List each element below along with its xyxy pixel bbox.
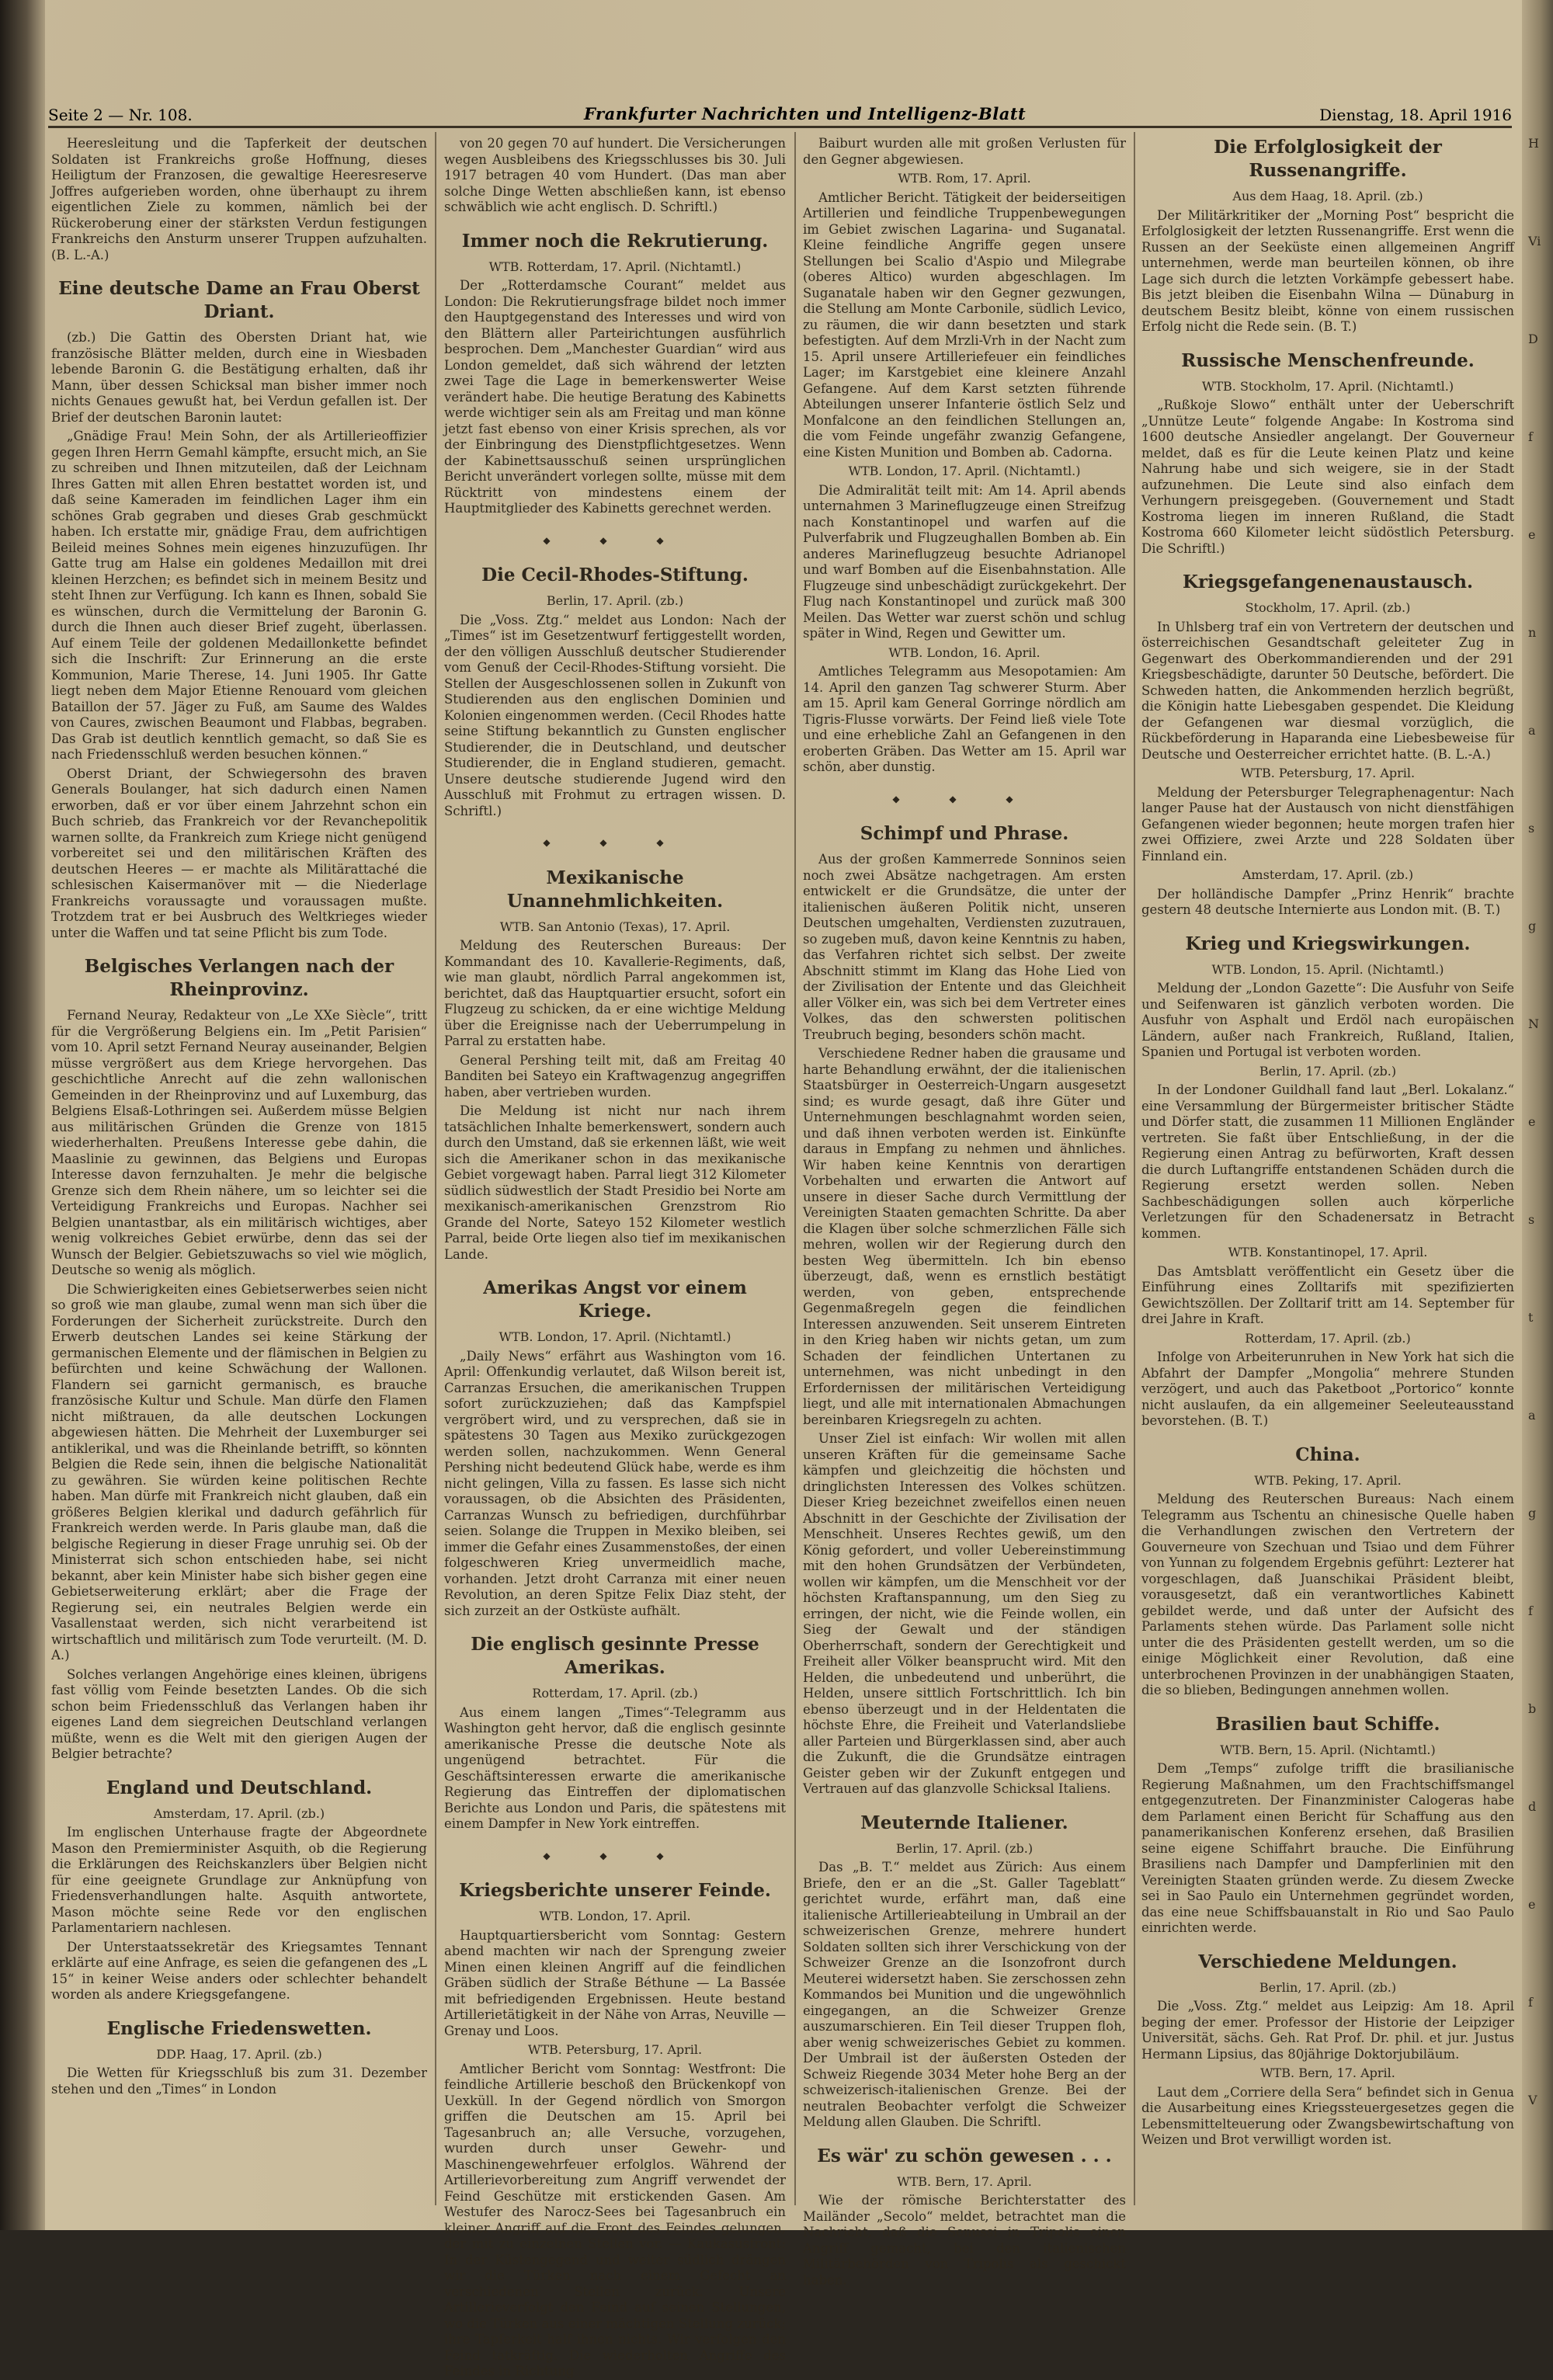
masthead [48, 101, 1512, 129]
headline: Kriegsberichte unserer Feinde. [459, 1880, 771, 1901]
dateline: WTB. Bern, 17. April. [1260, 2066, 1395, 2080]
edge-fragment: n [1528, 625, 1537, 640]
headline: England und Deutschland. [106, 1777, 373, 1798]
article-paragraph: Der Unterstaatssekretär des Kriegsamtes Tennant erklärte auf eine Anfrage, es seien die gefangenen des „L 15“ in keiner Weise anders oder schlechter behandelt worden als andere Kriegsgefangene. [51, 1939, 427, 2002]
headline: Kriegsgefangenenaustausch. [1182, 572, 1474, 592]
article-paragraph: „Daily News“ erfährt aus Washington vom 16. April: Offenkundig verlautet, daß Wilson bereit ist, Carranzas Ersuchen, die amerikanischen Truppen sofort zurückzuziehen; daß das Kampfspiel vergröbert wird, und zu versprechen, daß sie in spätestens 30 Tagen aus Mexiko zurückgezogen werden sollen, nachzukommen. Wenn General Pershing nicht bedeutend Glück habe, werde es ihm nicht gelingen, Villa zu fassen. Es lasse sich nicht voraussagen, ob die Absichten des Präsidenten, Carranzas Wunsch zu befriedigen, durchführbar seien. Solange die Truppen in Mexiko bleiben, sei immer die Gefahr eines Zusammenstoßes, der einen folgeschweren Krieg unvermeidlich mache, vorhanden. Jetzt droht Carranza mit einer neuen Revolution, an deren Spitze Felix Diaz steht, der sich zurzeit an der Ostküste aufhält. [444, 1348, 786, 1618]
dateline: Rotterdam, 17. April. (zb.) [532, 1686, 698, 1701]
article-paragraph: Laut dem „Corriere della Sera“ befindet sich in Genua die Ausarbeitung eines Kriegssteuergesetzes gegen die Lebensmittelteuerung oder Zwangsbewirtschaftung von Weizen und Brot verwilligt worden ist. [1141, 2084, 1514, 2147]
separator-stars: ◆ ◆ ◆ [543, 1850, 687, 1861]
edge-fragment: f [1528, 429, 1533, 444]
dateline: WTB. London, 15. April. (Nichtamtl.) [1211, 961, 1444, 977]
dateline: WTB. Konstantinopel, 17. April. [1228, 1245, 1428, 1259]
article-paragraph: Unser Ziel ist einfach: Wir wollen mit allen unseren Kräften für die gemeinsame Sache kämpfen und gleichzeitig die höchsten und dringlichsten Interessen des Volkes schützen. Dieser Krieg bezeichnet zweifellos einen neuen Abschnitt in der Geschichte der Zivilisation der Menschheit. Unseres Rechtes gewiß, um den König gefordert, und voller Uebereinstimmung mit den hohen Grundsätzen der Verbündeten, wollen wir kämpfen, um die Menschheit vor der höchsten Kraftanspannung, um den Sieg zu erringen, der nicht, wie die Feinde wollen, ein Sieg der Gewalt und der ständigen Oberherrschaft, sondern der Gerechtigkeit und Freiheit aller Völker beansprucht wird. Mit den Helden, die unbedeutend und unberührt, die Helden, unsere sittlich Fortschrittlich. Ich bin ebenso überzeugt und in der Heldentaten die höchste Ehre, die Freiheit und Vaterlandsliebe aller Parteien und Bürgerklassen sind, aber auch die Zukunft, die die Grundsätze eintragen Geister geben wir der Zukunft entgegen und Vertrauen auf das glanzvolle Schicksal Italiens. [803, 1431, 1126, 1796]
edge-fragment: g [1528, 919, 1537, 933]
dateline: WTB. Peking, 17. April. [1254, 1472, 1402, 1488]
article-paragraph: Solches verlangen Angehörige eines kleinen, übrigens fast völlig vom Feinde besetzten Landes. Ob die sich schon beim Friedensschluß das Verlangen haben ihr eigenes Land dem siegreichen Deutschland verlangen müßte, wenn es die Welt mit den gierigen Augen der Belgier betrachte? [51, 1666, 427, 1761]
dateline: Stockholm, 17. April. (zb.) [1245, 600, 1411, 615]
article-paragraph: Aus einem langen „Times“-Telegramm aus Washington geht hervor, daß die englisch gesinnte amerikanische Presse die deutsche Note als ungenügend betrachtet. Für die Geschäftsinteressen erwarte die amerikanische Regierung das Eintreffen der diplomatischen Berichte aus London und Paris, die spätestens mit einem Dampfer in New York eintreffen. [444, 1704, 786, 1831]
separator-stars: ◆ ◆ ◆ [543, 837, 687, 848]
article-paragraph: Meldung des Reuterschen Bureaus: Der Kommandant des 10. Kavallerie-Regiments, daß, wie man glaubt, nördlich Parral angekommen ist, berichtet, daß das Hauptquartier ersucht, sofort ein Flugzeug zu schicken, da er eine wichtige Meldung über die Ereignisse nach der Ueberrumpelung in Parral zu erstatten habe. [444, 938, 786, 1048]
column-divider [794, 132, 796, 2205]
dateline: WTB. San Antonio (Texas), 17. April. [499, 919, 731, 934]
edge-fragment: e [1528, 1114, 1536, 1129]
article-paragraph: Die Admiralität teilt mit: Am 14. April abends unternahmen 3 Marineflugzeuge einen Streifzug nach Konstantinopel und warfen auf die Pulverfabrik und Flugzeughallen Bomben ab. Ein anderes Marineflugzeug besuchte Adrianopel und warf Bomben auf die Eisenbahnstation. Alle Flugzeuge sind unbeschädigt zurückgekehrt. Der Flug nach Konstantinopel und zurück maß 300 Meilen. Das Wetter war zuerst schön und schlug später in Wind, Regen und Gewitter um. [803, 482, 1126, 641]
dateline: Aus dem Haag, 18. April. (zb.) [1232, 189, 1423, 203]
edge-fragment: D [1528, 332, 1538, 346]
article-paragraph: Meldung der „London Gazette“: Die Ausfuhr von Seife und Seifenwaren ist gänzlich verboten worden. Die Ausfuhr von Asphalt und Erdöl nach europäischen Ländern, außer nach Frankreich, Rußland, Italien, Spanien und Portugal ist verboten worden. [1141, 981, 1514, 1059]
headline: Amerikas Angst vor einem Kriege. [483, 1277, 747, 1322]
article-paragraph: Die „Voss. Ztg.“ meldet aus London: Nach der „Times“ ist im Gesetzentwurf fertiggestellt worden, der den völligen Ausschluß deutscher Studierender vom Genuß der Cecil-Rhodes-Stiftung vorsieht. Die Stellen der Ausgeschlossenen sollen in Zukunft von Studierenden aus den englischen Dominien und Kolonien eingenommen werden. (Cecil Rhodes hatte seine Stiftung bekanntlich zu Gunsten englischer Studierender, die in Deutschland, und deutscher Studierender, die in England studieren, gemacht. Unsere deutsche studierende Jugend wird den Ausschluß mit Frohmut zu ertragen wissen. D. Schriftl.) [444, 612, 786, 818]
headline: Russische Menschenfreunde. [1181, 349, 1475, 371]
article-paragraph: Heeresleitung und die Tapferkeit der deutschen Soldaten ist Frankreichs große Hoffnung, dieses Heiligtum der Franzosen, die gewaltige Heeresreserve Joffres aufgerieben worden, ohne überhaupt zu ihrem eigentlichen Ziele zu kommen, nämlich bei der Rückeroberung einer der stärksten Verdun festigungen Frankreichs den Ansturm unserer Truppen aufzuhalten. (B. L.-A.) [51, 136, 427, 262]
next-page-edge-text [1528, 136, 1548, 2217]
column-2 [444, 136, 786, 2378]
dateline: WTB. Petersburg, 17. April. [527, 2042, 703, 2057]
dateline: WTB. Rom, 17. April. [898, 171, 1031, 186]
edge-fragment: H [1528, 136, 1539, 151]
headline: China. [1295, 1444, 1360, 1465]
headline: Die Erfolglosigkeit der Russenangriffe. [1214, 137, 1442, 181]
column-4 [1141, 136, 1514, 2217]
column-divider [435, 132, 436, 2205]
article-paragraph: In der Londoner Guildhall fand laut „Berl. Lokalanz.“ eine Versammlung der Bürgermeister britischer Städte und Dörfer statt, die zusammen 11 Millionen Engländer vertreten. Sie faßt über Entschließung, in der die Regierung einen Antrag zu befürworten, Kraft dessen die durch Luftangriffe entstandenen Schäden durch die Regierung ersetzt werden sollen. Neben Sachbeschädigungen sollen auch körperliche Verletzungen für den Schadenersatz in Betracht kommen. [1141, 1082, 1514, 1241]
article-paragraph: Die Meldung ist nicht nur nach ihrem tatsächlichen Inhalte bemerkenswert, sondern auch durch den Umstand, daß sie erkennen läßt, wie weit sich die Amerikaner schon in das mexikanische Gebiet vorgewagt haben. Parral liegt 312 Kilometer südlich südwestlich der Stadt Presidio bei Norte am mexikanisch-amerikanischen Grenzstrom Rio Grande del Norte, Sateyo 152 Kilometer westlich Parral, beide Orte liegen also tief im mexikanischen Lande. [444, 1103, 786, 1262]
edge-fragment: Vi [1528, 234, 1541, 248]
edge-fragment: V [1528, 2093, 1537, 2107]
headline: Die Cecil-Rhodes-Stiftung. [481, 565, 749, 585]
article-paragraph: „Gnädige Frau! Mein Sohn, der als Artillerieoffizier gegen Ihren Herrn Gemahl kämpfte, ersucht mich, an Sie zu schreiben und Ihnen mitzuteilen, daß der Leichnam Ihres Gatten mit allen Ehren bestattet worden ist, und daß seine Kameraden im feindlichen Lager ihm ein schönes Grab gegraben und dieses Grab geschmückt haben. Ich erstatte mir, gnädige Frau, dem aufrichtigen Beileid meines Sohnes mein eigenes hinzuzufügen. Ihr Gatte trug am Halse ein goldenes Medaillon mit drei kleinen Herzchen; es befindet sich in meinem Besitz und steht Ihnen zur Verfügung. Ich kann es Ihnen, sobald Sie es wünschen, durch die Vermittelung der Baronin G. durch die Ihnen auch dieser Brief zugeht, überlassen. Auf einem Teile der goldenen Medaillonkette befindet sich die Inschrift: Zur Erinnerung an die erste Kommunion, Marie Therese, 14. Juni 1905. Ihr Gatte liegt neben dem Major Etienne Renouard vom gleichen Bataillon der 57. Jäger zu Fuß, am Saume des Waldes von Caures, zwischen Beaumont und Flabbas, begraben. Das Grab ist deutlich kenntlich gemacht, so daß Sie es nach Friedensschluß werden besuchen können.“ [51, 429, 427, 762]
article-paragraph: Meldung der Petersburger Telegraphenagentur: Nach langer Pause hat der Austausch von nicht dienstfähigen Gefangenen wieder begonnen; heute morgen trafen hier zwei Offiziere, zwei Arzte und 228 Soldaten über Finnland ein. [1141, 784, 1514, 863]
issue-date: Dienstag, 18. April 1916 [1319, 106, 1512, 124]
edge-fragment: f [1528, 1995, 1533, 2010]
article-paragraph: Infolge von Arbeiterunruhen in New York hat sich die Abfahrt der Dampfer „Mongolia“ mehrere Stunden verzögert, und auch das Paketboot „Portorico“ konnte nicht auslaufen, da ein allgemeiner Seeleuteausstand bevorstehen. (B. T.) [1141, 1350, 1514, 1428]
dateline: WTB. Bern, 15. April. (Nichtamtl.) [1220, 1742, 1436, 1757]
headline: Englische Friedenswetten. [106, 2017, 372, 2039]
article-paragraph: Die Schwierigkeiten eines Gebietserwerbes seien nicht so groß wie man glaube, zumal wenn man sich über die Forderungen der Sicherheit zurückstreite. Durch den Erwerb deutschen Landes sei keine Stärkung der germanischen Elemente und der flämischen in Belgien zu befürchten und keine Schwächung der Wallonen. Flandern sei garnicht germanisch, es brauche französische Kultur und Schule. Man dürfe den Flamen nicht mißtrauen, da alle deutschen Lockungen abgewiesen hätten. Die Mehrheit der Luxemburger sei antiklerikal, und was die Rheinlande betrifft, so könnten Belgien die Rede sein, ihnen die belgische Nationalität zu gewähren. Sie würden keine politischen Rechte haben. Man dürfe mit Frankreich nicht glauben, daß ein größeres Belgien klerikal und dadurch gefährlich für Frankreich werden werde. In Paris glaube man, daß die belgische Regierung in dieser Frage unruhig sei. Ob der Ministerrat sich schon entschieden habe, sei nicht bekannt, aber kein Minister habe sich bisher gegen eine Gebietserweiterung erklärt; aber die Frage der Regierung sei, ein neutrales Belgien werde ein Vasallenstaat werden, sich nicht verarbeitend ist wirtschaftlich und militärisch zum Tode verurteilt. (M. D. A.) [51, 1281, 427, 1663]
dateline: WTB. Bern, 17. April. [897, 2173, 1032, 2189]
article-paragraph: Die Wetten für Kriegsschluß bis zum 31. Dezember stehen und den „Times“ in London [51, 2066, 427, 2097]
dateline: Amsterdam, 17. April. (zb.) [153, 1805, 325, 1821]
dateline: WTB. London, 17. April. [539, 1909, 691, 1923]
column-divider [1134, 132, 1135, 2205]
headline: Brasilien baut Schiffe. [1215, 1713, 1440, 1735]
article-paragraph: Hauptquartiersbericht vom Sonntag: Gestern abend machten wir nach der Sprengung zweier Minen einen kleinen Angriff auf die feindlichen Gräben südlich der Straße Béthune — La Bassée mit befriedigenden Ergebnissen. Heute bestand Artillerietätigkeit in der Nähe von Arras, Neuville — Grenay und Loos. [444, 1927, 786, 2038]
article-paragraph: Meldung des Reuterschen Bureaus: Nach einem Telegramm aus Tschentu an chinesische Quelle haben die Verhandlungen zwischen den Vertretern der Gouverneure von Szechuan und Tsiao und dem Führer von Yunnan zu folgendem Ergebnis geführt: Lezterer hat vorgeschlagen, daß Juanschikai Präsident bleibt, vorausgesetzt, daß ein verantwortliches Kabinett gebildet werde, und daß unter der Aufsicht des Parlaments stehen würde. Das Parlament solle nicht unter die des Präsidenten gestellt werden, um so die einige Möglichkeit einer Revolution, daß eine unterbrochenen Provinzen in der unabhängigen Staaten, die so blieben, Bedingungen annehmen wollen. [1141, 1492, 1514, 1697]
page-number: Seite 2 — Nr. 108. [48, 106, 193, 124]
article-paragraph: Amtliches Telegramm aus Mesopotamien: Am 14. April den ganzen Tag schwerer Sturm. Aber am 15. April kam General Gorringe nördlich am Tigris-Flusse vorwärts. Der Feind ließ viele Tote und eine erhebliche Zahl an Gefangenen in den eroberten Gräben. Das Wetter am 15. April war schön, aber dunstig. [803, 664, 1126, 774]
edge-fragment: N [1528, 1016, 1539, 1031]
dateline: WTB. London, 16. April. [888, 645, 1041, 660]
edge-fragment: a [1528, 1408, 1536, 1423]
headline: Immer noch die Rekrutierung. [461, 230, 769, 252]
article-paragraph: Amtlicher Bericht. Tätigkeit der beiderseitigen Artillerien und feindliche Truppenbewegungen im Gebiet zwischen Lagarina- und Suganatal. Kleine feindliche Angriffe gegen unsere Stellungen bei Scalio d'Aspio und Milegrabe (oberes Altico) wurden abgeschlagen. Im Suganatale haben wir den Gegner gezwungen, die Stellung am Monte Carbonile, südlich Levico, zu räumen, die wir dann besetzten und stark befestigten. Auf dem Mrzli-Vrh in der Nacht zum 15. April unsere Artilleriefeuer ein feindliches Lager; im Karstgebiet eine kleinere Anzahl Gefangene. Auf dem Karst setzten führende Abteilungen unserer Infanterie östlich Selz und Monfalcone an den feindlichen Stellungen an, die vom Feinde ungefähr zwanzig Gefangene, eine Kisten Munition und Bomben ab. Cadorna. [803, 189, 1126, 460]
masthead-rule [48, 126, 1512, 128]
headline: Schimpf und Phrase. [860, 823, 1069, 844]
article-paragraph: Dem „Temps“ zufolge trifft die brasilianische Regierung Maßnahmen, um den Frachtschiffsmangel entgegenzutreten. Der Finanzminister Calogeras habe dem Parlament einen Bericht für Schaffung aus den panamerikanischen Konferenz ersehen, daß Brasilien seine eigene Schiffahrt brauche. Die Einführung Brasiliens nach Dampfer und Dampferlinien mit den Vereinigten Staaten gründen werde. Zu diesem Zwecke sei in Sao Paulo ein Unternehmen gegründet worden, das eine neue Schiffsbauanstalt in Rio und Sao Paulo einrichten werde. [1141, 1761, 1514, 1935]
edge-fragment: b [1528, 1701, 1537, 1716]
column-3 [803, 136, 1126, 2288]
article-paragraph: Im englischen Unterhause fragte der Abgeordnete Mason den Premierminister Asquith, ob die Regierung die Erklärungen des Reichskanzlers über Belgien nicht für eine geeignete Grundlage zur Anknüpfung von Friedensverhandlungen halte. Asquith antwortete, Mason möchte seine Rede vor den englischen Parlamentariern nachlesen. [51, 1825, 427, 1935]
article-paragraph: Wie der römische Berichterstatter des Mailänder „Secolo“ meldet, betrachtet man die Nachricht, daß die Senussi in Tripolis einen Angriff gemacht, bei den italienischen Militärbehörden von Tripolis als geschickt haben. [803, 2193, 1126, 2288]
dateline: Amsterdam, 17. April. (zb.) [1242, 867, 1414, 882]
dateline: Rotterdam, 17. April. (zb.) [1245, 1330, 1411, 1346]
headline: Mexikanische Unannehmlichkeiten. [506, 867, 724, 912]
article-paragraph: Der „Rotterdamsche Courant“ meldet aus London: Die Rekrutierungsfrage bildet noch immer den Hauptgegenstand des Interesses und wird von den Blättern aller Parteirichtungen ausführlich besprochen. Dem „Manchester Guardian“ wird aus London gemeldet, daß sich während der letzten zwei Tage die Lage in bemerkenswerter Weise verändert habe. Die heutige Beratung des Kabinetts werde wichtiger sein als am Freitag und man könne jetzt fast ebenso von einer Krisis sprechen, als vor der Einbringung des Dienstpflichtgesetzes. Wenn der Kabinettsausschuß seinen ursprünglichen Bericht unverändert vorlegen sollte, müsse mit dem Rücktritt von mindestens einem der Hauptmitglieder des Kabinetts gerechnet werden. [444, 278, 786, 516]
edge-fragment: a [1528, 723, 1536, 738]
article-paragraph: „Rußkoje Slowo“ enthält unter der Ueberschrift „Unnütze Leute“ folgende Angabe: In Kostroma sind 1600 deutsche Ansiedler angelangt. Der Gouverneur meldet, daß es für die Leute keinen Platz und keine Nahrung habe und sich weigere, sie in der Stadt aufzunehmen. Die Leute sind also einfach dem Verhungern preisgegeben. (Gouvernement und Stadt Kostroma liegen im inneren Rußland, die Stadt Kostroma 660 Kilometer leicht südöstlich Petersburg. Die Schriftl.) [1141, 398, 1514, 556]
dateline: Berlin, 17. April. (zb.) [1259, 1979, 1397, 1995]
headline: Meuternde Italiener. [860, 1812, 1068, 1833]
dateline: WTB. London, 17. April. (Nichtamtl.) [848, 464, 1081, 478]
dateline: Berlin, 17. April. (zb.) [1259, 1063, 1397, 1079]
article-paragraph: Das Amtsblatt veröffentlicht ein Gesetz über die Einführung eines Zolltarifs mit spezifizierten Gewichtszöllen. Der Zolltarif tritt am 14. September für drei Jahre in Kraft. [1141, 1263, 1514, 1326]
dateline: WTB. London, 17. April. (Nichtamtl.) [499, 1329, 731, 1344]
edge-fragment: g [1528, 1506, 1537, 1520]
headline: Verschiedene Meldungen. [1198, 1951, 1457, 1972]
article-paragraph: Oberst Driant, der Schwiegersohn des braven Generals Boulanger, hat sich dadurch einen Namen erworben, daß er vor über einem Jahrzehnt schon ein Buch schrieb, das Frankreich vor der Revanchepolitik warnen sollte, da Frankreich zum Kriege nicht genügend vorbereitet sei und den militärischen Kräften des deutschen Heeres — er machte als Militärattaché die schlesischen Kaisermanöver mit — die Niederlage Frankreichs voraussagte und voraussagen mußte. Trotzdem trat er bei Ausbruch des Weltkrieges wieder unter die Waffen und tat seine Pflicht bis zum Tode. [51, 766, 427, 940]
article-paragraph: Aus der großen Kammerrede Sonninos seien noch zwei Absätze nachgetragen. Am ersten entwickelt er die Grundsätze, die unter der italienischen äußeren Politik nicht, unseren Deutschen umgehalten, Verdiensten zuzutrauen, so zugeben muß, davon keine Kenntnis zu haben, das Verfahren richtet sich selbst. Der zweite Abschnitt stimmt im Klang das Hohe Lied von der Zivilisation der Entente und das Gleichheit aller Völker ein, was sich bei dem Vertreter eines Volkes, das den schwersten politischen Treubruch beging, besonders schön macht. [803, 852, 1126, 1042]
article-paragraph: In Uhlsberg traf ein von Vertretern der deutschen und österreichischen Gesandtschaft geleiteter Zug in Gegenwart des Oberkommandierenden und der 291 Kriegsbeschädigte, darunter 50 Deutsche, befördert. Die Schweden hatten, die Ankommenden herzlich begrüßt, die Königin hatte Liebesgaben gespendet. Die Kleidung der Gefangenen war diesmal vorzüglich, die Rückbeförderung in Haparanda eine Liebesbeweise für Deutsche und Oesterreicher errichtet hatte. (B. L.-A.) [1141, 619, 1514, 762]
newspaper-title: Frankfurter Nachrichten und Intelligenz-Blatt [584, 104, 1027, 123]
headline: Es wär' zu schön gewesen . . . [817, 2145, 1112, 2166]
edge-fragment: s [1528, 821, 1535, 836]
headline: Die englisch gesinnte Presse Amerikas. [471, 1634, 759, 1678]
dateline: WTB. Rotterdam, 17. April. (Nichtamtl.) [488, 259, 742, 274]
dateline: Berlin, 17. April. (zb.) [546, 593, 684, 608]
article-paragraph: Der Militärkritiker der „Morning Post“ bespricht die Erfolglosigkeit der letzten Russenangriffe. Erst wenn die Russen an der Seeküste einen allgemeinen Angriff unternehmen, werde man beurteilen können, ob ihre Lage sich durch die letzten Vorkämpfe gebessert habe. Bis jetzt bleiben die Eisenbahn Wilna — Dünaburg in deutschem Besitz bleibt, könne von einem russischen Erfolg nicht die Rede sein. (B. T.) [1141, 207, 1514, 334]
article-paragraph: von 20 gegen 70 auf hundert. Die Versicherungen wegen Ausbleibens des Kriegsschlusses bis 30. Juli 1917 betragen 40 vom Hundert. (Das man aber solche Dinge Wetten abschließen kann, ist ebenso schwäblich wie acht englisch. D. Schriftl.) [444, 136, 786, 214]
separator-stars: ◆ ◆ ◆ [543, 534, 687, 546]
headline: Krieg und Kriegswirkungen. [1185, 933, 1471, 954]
article-paragraph: Der holländische Dampfer „Prinz Henrik“ brachte gestern 48 deutsche Internierte aus London mit. (B. T.) [1141, 886, 1514, 917]
binding-edge [0, 0, 48, 2230]
article-paragraph: Die „Voss. Ztg.“ meldet aus Leipzig: Am 18. April beging der emer. Professor der Historie der Leipziger Universität, sächs. Geh. Rat Prof. Dr. phil. et jur. Justus Hermann Lipsius, das 80jährige Doktorjubiläum. [1141, 1999, 1514, 2062]
edge-fragment: e [1528, 527, 1536, 542]
edge-fragment: d [1528, 1799, 1537, 1814]
column-1 [51, 136, 427, 2217]
article-paragraph: (zb.) Die Gattin des Obersten Driant hat, wie französische Blätter melden, durch eine in Wiesbaden lebende Baronin G. die Bestätigung erhalten, daß ihr Mann, über dessen Schicksal man bisher immer noch nichts Genaues gewußt hat, bei Verdun gefallen ist. Der Brief der deutschen Baronin lautet: [51, 330, 427, 425]
dateline: WTB. Stockholm, 17. April. (Nichtamtl.) [1201, 378, 1454, 394]
headline: Belgisches Verlangen nach der Rheinprovinz. [84, 956, 394, 1000]
edge-fragment: t [1528, 1310, 1534, 1325]
article-paragraph: Das „B. T.“ meldet aus Zürich: Aus einem Briefe, den er an die „St. Galler Tageblatt“ gerichtet wurde, erfährt man, daß eine italienische Artillerieabteilung in Umbrail an der schweizerischen Grenze, mehrere hundert Soldaten sollten sich ihrer Verschickung von der Schweizer Grenze an die Isonzofront durch Meuterei widersetzt haben. Sie zerschossen zehn Kommandos bei Munition und die ungewöhnlich eingegangen, an die Schweizer Grenze auszumarschieren. Ein Teil dieser Truppen floh, aber wenig schweizerisches Gebiet zu kommen. Der Umbrail ist der äußersten Osteden der Schweiz Riegende 3034 Meter hohe Berg an der schweizerisch-italienischen Grenze. Bei der neutralen Beobachter verfolgt die Schweizer Meldung allen Glauben. Die Schriftl. [803, 1860, 1126, 2129]
dateline: DDP. Haag, 17. April. (zb.) [156, 2046, 322, 2062]
edge-fragment: e [1528, 1897, 1536, 1912]
article-paragraph: Baiburt wurden alle mit großen Verlusten für den Gegner abgewiesen. [803, 136, 1126, 167]
edge-fragment: f [1528, 1603, 1533, 1618]
article-paragraph: Verschiedene Redner haben die grausame und harte Behandlung erwähnt, der die italienischen Staatsbürger in Oesterreich-Ungarn ausgesetzt sind; es wurde gesagt, daß ihre Güter und Unternehmungen beschlagnahmt worden seien, und daß ihnen verboten werden ist. Einkünfte daraus in Empfang zu nehmen und ähnliches. Wir haben keine Kenntnis von derartigen Vorbehalten und erwarten die Antwort auf unsere in dieser Sache durch Vermittlung der Vereinigten Staaten gemachten Schritte. Da aber die Klagen über solche schmerzlichen Fälle sich mehren, wollen wir der Regierung durch den besten Weg übermitteln. Ich bin ebenso überzeugt, daß, wenn es ernstlich bestätigt werden, von geben, entsprechende Gegenmaßregeln gegen die feindlichen Interessen anzuwenden. Seit unserem Eintreten in den Krieg haben wir nichts getan, um zum Schaden der feindlichen Untertanen zu unternehmen, was nicht unbedingt in den Erfordernissen der militärischen Verteidigung liegt, und alle mit internationalen Abmachungen bereinbaren Kriegsregeln zu achten. [803, 1046, 1126, 1427]
edge-fragment: s [1528, 1212, 1535, 1227]
dateline: WTB. Petersburg, 17. April. [1240, 766, 1416, 780]
separator-stars: ◆ ◆ ◆ [892, 793, 1037, 804]
dateline: Berlin, 17. April. (zb.) [895, 1840, 1034, 1856]
headline: Eine deutsche Dame an Frau Oberst Driant. [58, 278, 420, 322]
article-paragraph: Amtlicher Bericht vom Sonntag: Westfront: Die feindliche Artillerie beschoß den Brückenkopf von Uexküll. In der Gegend nördlich von Smorgon griffen die Deutschen am 15. April bei Tagesanbruch an; alle Versuche, vorzugehen, wurden durch unser Gewehr- und Maschinengewehrfeuer erfolglos. Während der Artillerievorbereitung zum Angriff verwendet der Feind Geschütze mit erstickenden Gasen. Am Westufer des Narocz-Sees bei Tagesanbruch ein kleiner Angriff auf die Front des Feindes gelungen, der mit zu einzelnen Stellen vor. — Kaukasusfront: In der Küstengegend und weiter südlich drängen wir die Türken nach einem Gefecht an verschiedenen Stellen zurück. Unsere Artillerieverfolgt den Feind auf seinen Stellungen, wo die Türken aus einer mächtigen Stellung zurück; ihre Tapferkeit half ihnen nichts. Wir verfolgen den Feind tatkräftig. Die wiederholten Angriffe des Feindes in Richtung [444, 2061, 786, 2378]
article-paragraph: General Pershing teilt mit, daß am Freitag 40 Banditen bei Sateyo ein Kraftwagenzug angegriffen haben, aber vertrieben wurden. [444, 1052, 786, 1100]
article-paragraph: Fernand Neuray, Redakteur von „Le XXe Siècle“, tritt für die Vergrößerung Belgiens ein. Im „Petit Parisien“ vom 10. April setzt Fernand Neuray auseinander, Belgien müsse vergrößert aus dem Kriege hervorgehen. Das geschichtliche Anrecht auf die zehn wallonischen Gemeinden in der Rheinprovinz und auf Luxemburg, das Belgiens Elsaß-Lothringen sei. Außerdem müsse Belgien aus militärischen Gründen die Grenze von 1815 wiederherhalten. Preußens Interesse gebe dahin, die Maaslinie zu gewinnen, das Belgiens und Europas Interesse davon fernzuhalten. Je mehr die belgische Grenze sich dem Rhein nähere, um so leichter sei die Verteidigung Frankreichs und Europas. Nachher sei Belgien unantastbar, als ein militärisch wichtiges, aber wenig volkreiches Gebiet erwürbe, denn das sei der Wunsch der Belgier. Gebietszuwachs so viel wie möglich, Deutsche so wenig als möglich. [51, 1008, 427, 1277]
